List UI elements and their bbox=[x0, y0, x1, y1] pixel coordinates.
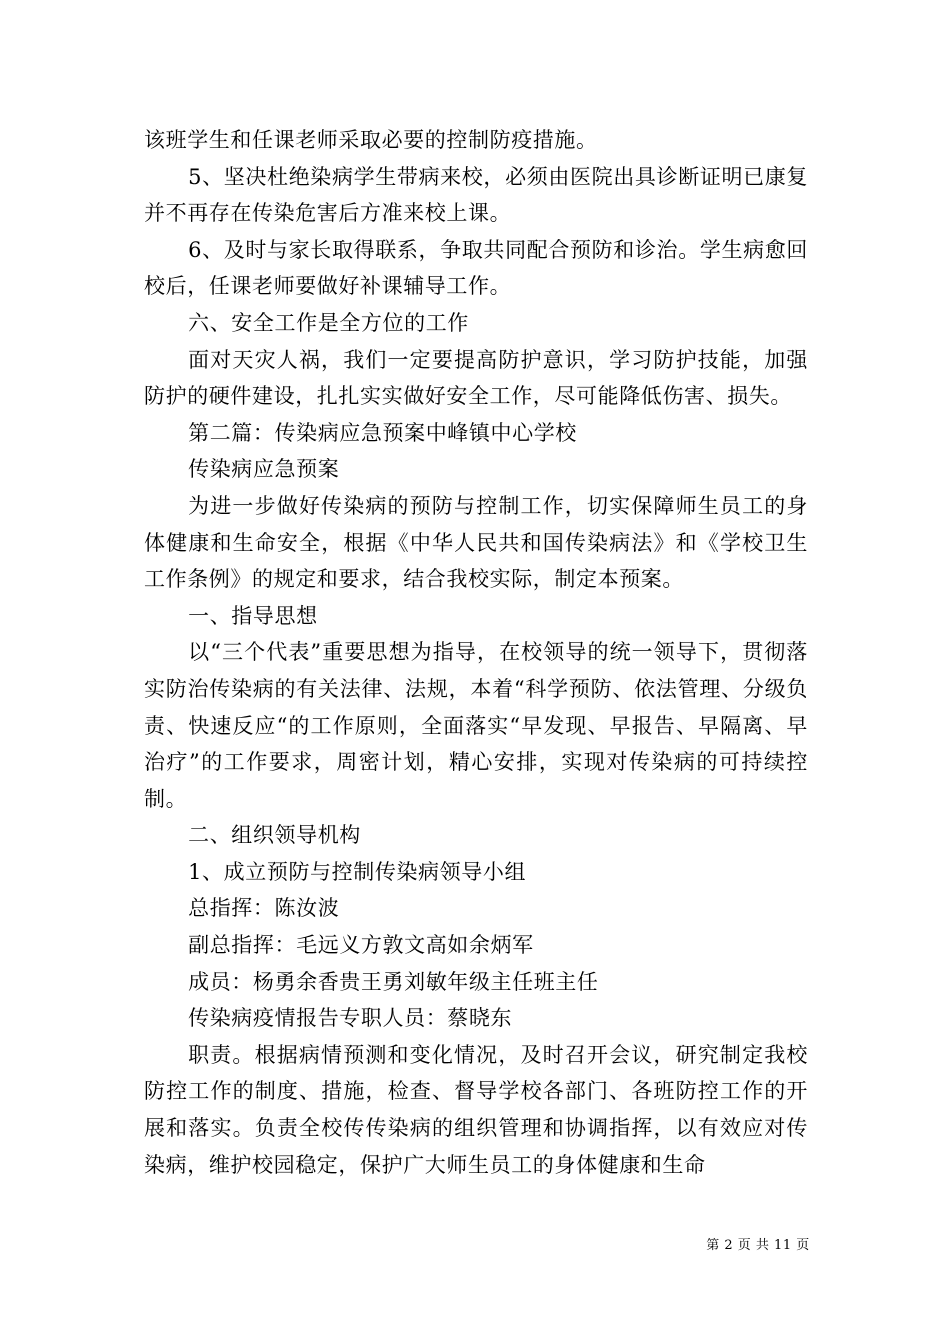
paragraph-guiding-ideology: 以“三个代表”重要思想为指导，在校领导的统一领导下，贯彻落实防治传染病的有关法律、法规，本着“科学预防、依法管理、分级负责、快速反应“的工作原则，全面落实“早发现、早报告、早隔离、早治疗”的工作要求，周密计划，精心安排，实现对传染病的可持续控制。 bbox=[144, 640, 808, 811]
paragraph-safety: 面对天灾人祸，我们一定要提高防护意识，学习防护技能，加强防护的硬件建设，扎扎实实做好安全工作，尽可能降低伤害、损失。 bbox=[144, 347, 808, 409]
plan-title: 传染病应急预案 bbox=[188, 457, 340, 482]
paragraph-purpose: 为进一步做好传染病的预防与控制工作，切实保障师生员工的身体健康和生命安全，根据《中华人民共和国传染病法》和《学校卫生工作条例》的规定和要求，结合我校实际，制定本预案。 bbox=[144, 493, 808, 592]
paragraph-duties: 职责。根据病情预测和变化情况，及时召开会议，研究制定我校防控工作的制度、措施，检查、督导学校各部门、各班防控工作的开展和落实。负责全校传传染病的组织管理和协调指挥，以有效应对传染病，维护校园稳定，保护广大师生员工的身体健康和生命 bbox=[144, 1042, 808, 1177]
paragraph-item-5: 5、坚决杜绝染病学生带病来校，必须由医院出具诊断证明已康复并不再存在传染危害后方准来校上课。 bbox=[144, 164, 808, 226]
page-number: 第 2 页 共 11 页 bbox=[706, 1238, 810, 1253]
section-heading-safety: 六、安全工作是全方位的工作 bbox=[188, 310, 469, 335]
subsection-heading-leadership-group: 1、成立预防与控制传染病领导小组 bbox=[188, 859, 527, 884]
paragraph-item-6: 6、及时与家长取得联系，争取共同配合预防和诊治。学生病愈回校后，任课老师要做好补课辅导工作。 bbox=[144, 237, 808, 299]
page-footer bbox=[0, 1237, 950, 1255]
document-body bbox=[144, 122, 808, 1183]
paragraph-continuation: 该班学生和任课老师采取必要的控制防疫措施。 bbox=[144, 128, 598, 152]
section-heading-guiding-ideology: 一、指导思想 bbox=[188, 603, 318, 628]
section-heading-organization: 二、组织领导机构 bbox=[188, 823, 361, 848]
deputy-commander-line: 副总指挥：毛远义方敦文高如余炳军 bbox=[188, 933, 534, 958]
reporter-line: 传染病疫情报告专职人员：蔡晓东 bbox=[188, 1006, 513, 1031]
members-line: 成员：杨勇余香贵王勇刘敏年级主任班主任 bbox=[188, 969, 599, 994]
commander-line: 总指挥：陈汝波 bbox=[188, 896, 340, 921]
chapter-heading: 第二篇：传染病应急预案中峰镇中心学校 bbox=[188, 420, 577, 445]
